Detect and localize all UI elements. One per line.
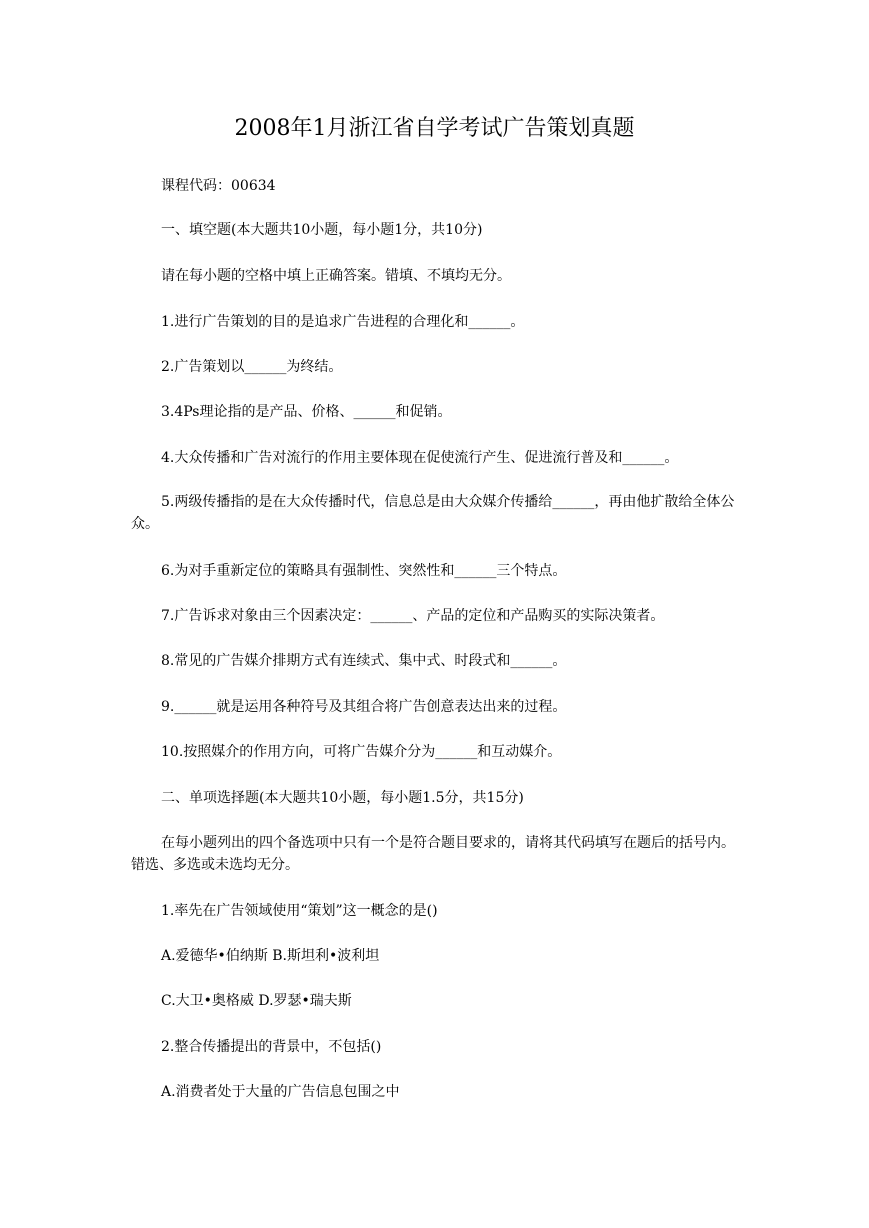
fill-question-2: 2.广告策划以______为终结。 xyxy=(161,359,343,375)
fill-question-3: 3.4Ps理论指的是产品、价格、______和促销。 xyxy=(161,404,452,420)
section2-instruction: 在每小题列出的四个备选项中只有一个是符合题目要求的，请将其代码填写在题后的括号内。错选、多选或未选均无分。 xyxy=(131,835,735,873)
document-title: 2008年1月浙江省自学考试广告策划真题 xyxy=(234,116,635,141)
fill-question-4: 4.大众传播和广告对流行的作用主要体现在促使流行产生、促进流行普及和______。 xyxy=(161,450,679,466)
fill-question-5: 5.两级传播指的是在大众传播时代，信息总是由大众媒介传播给______，再由他扩散给全体公众。 xyxy=(131,494,735,532)
choice-options-1cd: C.大卫•奥格威 D.罗瑟•瑞夫斯 xyxy=(161,993,352,1009)
fill-question-9: 9.______就是运用各种符号及其组合将广告创意表达出来的过程。 xyxy=(161,699,567,715)
choice-question-2: 2.整合传播提出的背景中，不包括() xyxy=(161,1039,382,1055)
fill-question-8: 8.常见的广告媒介排期方式有连续式、集中式、时段式和______。 xyxy=(161,653,567,669)
section1-instruction: 请在每小题的空格中填上正确答案。错填、不填均无分。 xyxy=(161,268,511,284)
section2-heading: 二、单项选择题(本大题共10小题，每小题1.5分，共15分) xyxy=(161,790,524,806)
fill-question-1: 1.进行广告策划的目的是追求广告进程的合理化和______。 xyxy=(161,314,525,330)
fill-question-10: 10.按照媒介的作用方向，可将广告媒介分为______和互动媒介。 xyxy=(161,744,562,760)
choice-option-2a: A.消费者处于大量的广告信息包围之中 xyxy=(161,1084,400,1100)
choice-options-1ab: A.爱德华•伯纳斯 B.斯坦利•波利坦 xyxy=(161,948,380,964)
section1-heading: 一、填空题(本大题共10小题，每小题1分，共10分) xyxy=(161,222,483,238)
fill-question-7: 7.广告诉求对象由三个因素决定：______、产品的定位和产品购买的实际决策者。 xyxy=(161,608,665,624)
course-code: 课程代码：00634 xyxy=(161,178,276,194)
fill-question-6: 6.为对手重新定位的策略具有强制性、突然性和______三个特点。 xyxy=(161,563,567,579)
choice-question-1: 1.率先在广告领域使用“策划”这一概念的是() xyxy=(161,903,438,919)
